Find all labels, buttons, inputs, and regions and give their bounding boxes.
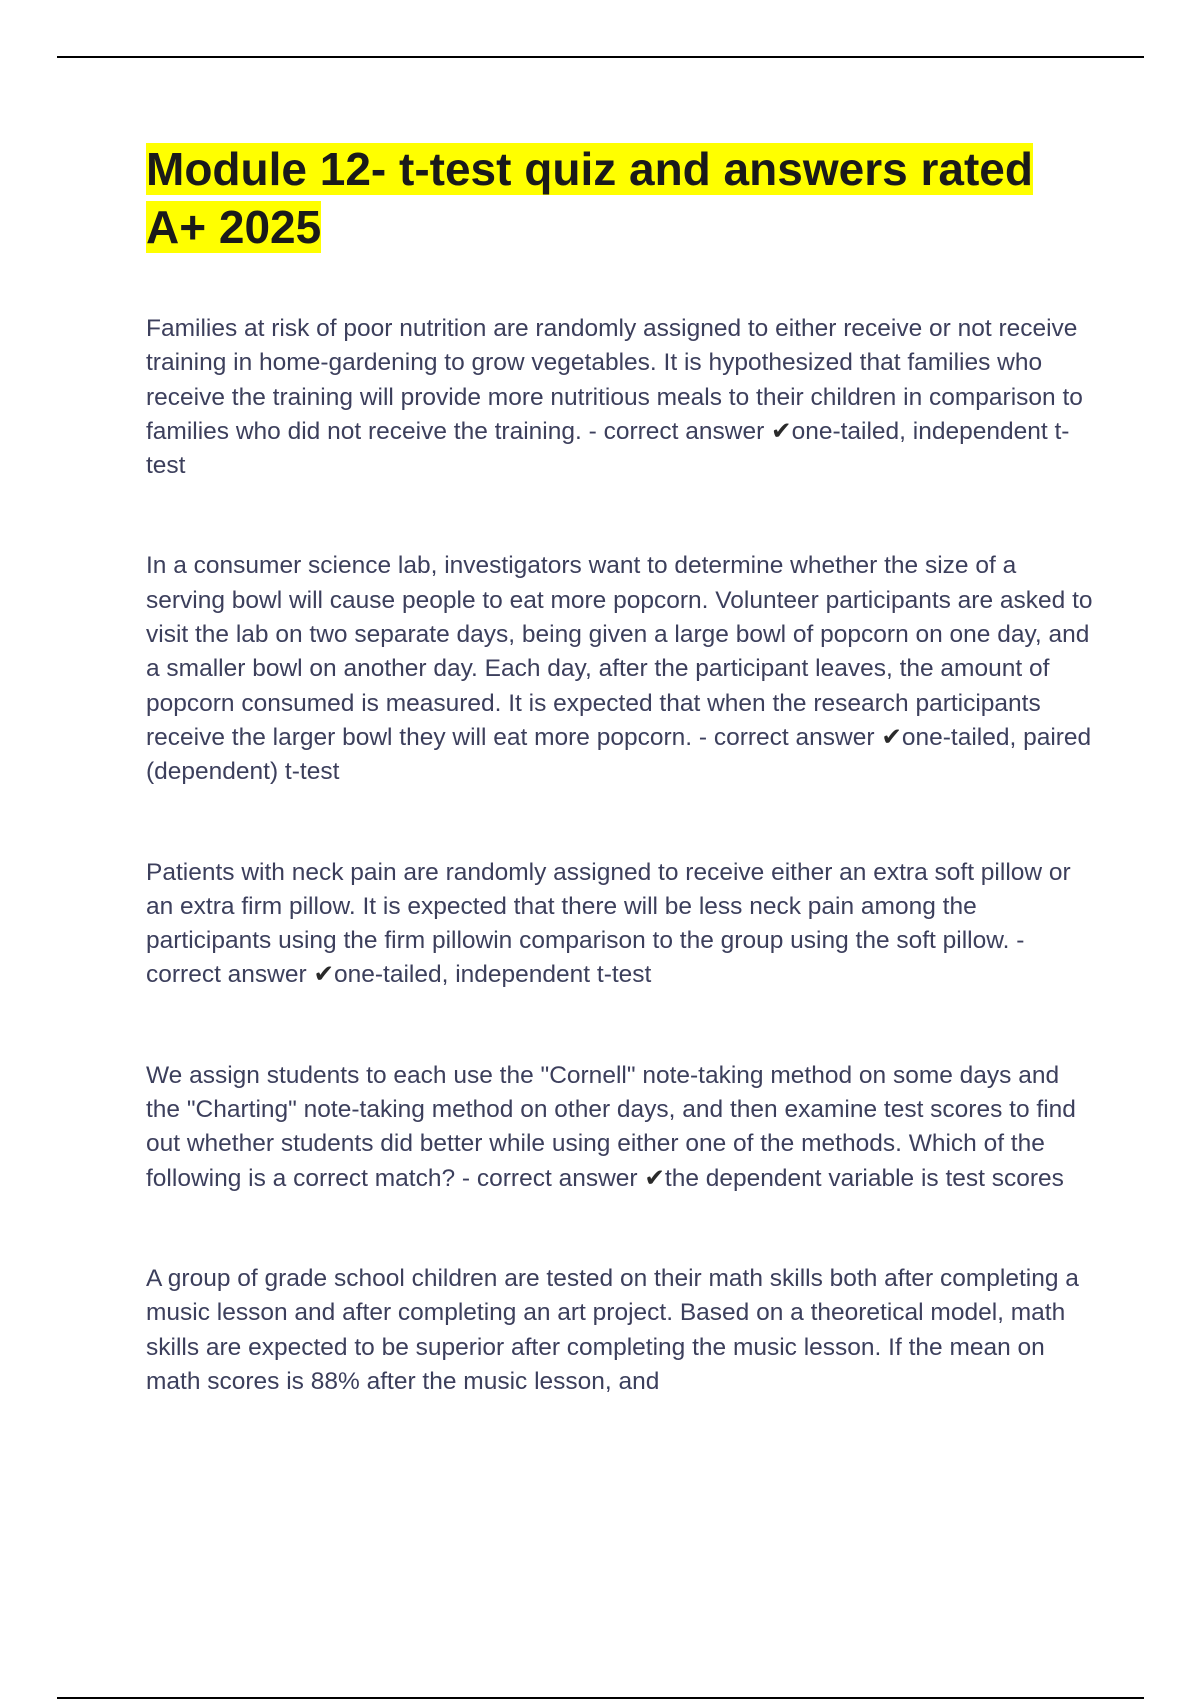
answer-marker: - correct answer [146, 927, 1025, 989]
answer-text: one-tailed, paired (dependent) t-test [146, 723, 1092, 786]
answer-text: one-tailed, independent t-test [334, 961, 652, 989]
answer-text: one-tailed, independent t-test [146, 417, 1070, 480]
answer-marker: - correct answer [698, 723, 882, 751]
title-highlight: Module 12- t-test quiz and answers rated A+ 2025 [146, 143, 1033, 253]
qa-item-3 [146, 856, 1096, 993]
answer-marker: - correct answer [461, 1164, 645, 1192]
footer-rule [57, 1697, 1144, 1699]
check-icon: ✔ [644, 1164, 665, 1192]
qa-item-2 [146, 549, 1096, 789]
check-icon: ✔ [881, 723, 902, 751]
header-rule [57, 56, 1144, 58]
qa-item-5 [146, 1262, 1096, 1399]
qa-item-4 [146, 1059, 1096, 1196]
check-icon: ✔ [771, 417, 792, 445]
page-title [146, 140, 1096, 256]
question-text: A group of grade school children are tested on their math skills both after completing a music lesson and after completing an art project. Based on a theoretical model, math skills are expected to be superior after completing the music lesson. If the mean on math scores is 88% after the music lesson, and [146, 1264, 1079, 1395]
answer-marker: - correct answer [588, 417, 772, 445]
question-text: Families at risk of poor nutrition are randomly assigned to either receive or not receive training in home-gardening to grow vegetables. It is hypothesized that families who receive the training will provide more nutritious meals to their children in comparison to families who did not receive the training. [146, 315, 1083, 445]
answer-text: the dependent variable is test scores [664, 1164, 1064, 1192]
qa-item-1 [146, 312, 1096, 483]
question-text: We assign students to each use the "Cornell" note-taking method on some days and the "Charting" note-taking method on other days, and then examine test scores to find out whether students did better while using either one of the methods. Which of the following is a correct match? [146, 1061, 1076, 1192]
question-text: In a consumer science lab, investigators want to determine whether the size of a serving bowl will cause people to eat more popcorn. Volunteer participants are asked to visit the lab on two separate days, being given a large bowl of popcorn on one day, and a smaller bowl on another day. Each day, after the participant leaves, the amount of popcorn consumed is measured. It is expected that when the research participants receive the larger bowl they will eat more popcorn. [146, 552, 1093, 751]
document-body [146, 140, 1096, 1399]
question-text: Patients with neck pain are randomly assigned to receive either an extra soft pillow or an extra firm pillow. It is expected that there will be less neck pain among the participants using the firm pillowin comparison to the group using the soft pillow. [146, 858, 1071, 955]
check-icon: ✔ [313, 961, 334, 989]
